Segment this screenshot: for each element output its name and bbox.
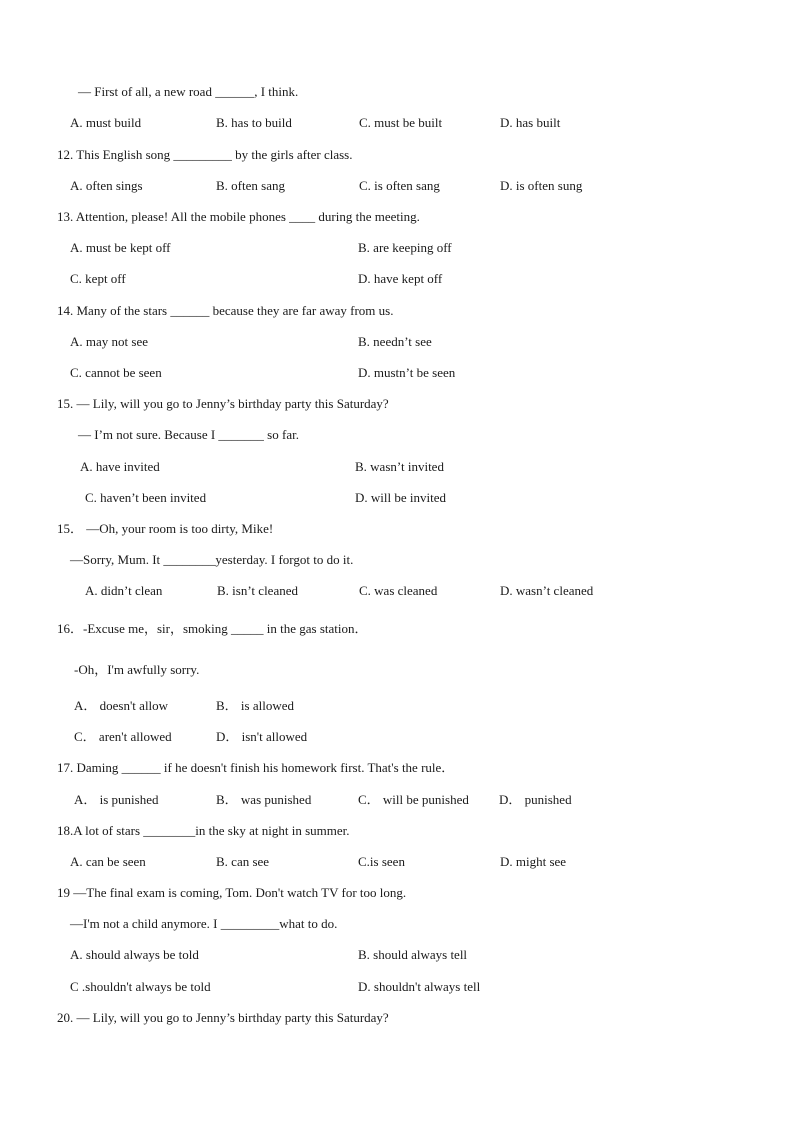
question-13-option-b: B. are keeping off	[358, 240, 452, 255]
question-15a-option-c: C. haven’t been invited	[85, 490, 207, 505]
question-12-option-c: C. is often sang	[359, 178, 440, 193]
question-15a-answer-line: — I’m not sure. Because I _______ so far.	[78, 427, 299, 442]
question-16-answer-line: -Oh，I'm awfully sorry.	[74, 662, 200, 677]
question-15b-option-b: B. isn’t cleaned	[217, 583, 298, 598]
question-17-stem: 17. Daming ______ if he doesn't finish his homework first. That's the rule．	[57, 760, 455, 775]
question-17-option-d: D． punished	[499, 792, 572, 807]
question-17-option-a: A． is punished	[74, 792, 159, 807]
question-18-option-d: D. might see	[500, 854, 567, 869]
question-15b-answer-line: —Sorry, Mum. It ________yesterday. I forgot to do it.	[70, 552, 354, 567]
question-12-option-a: A. often sings	[70, 178, 143, 193]
question-19-option-b: B. should always tell	[358, 947, 468, 962]
question-16-stem: 16．-Excuse me，sir，smoking _____ in the gas station．	[57, 621, 368, 636]
question-11-option-c: C. must be built	[359, 115, 443, 130]
question-19-option-a: A. should always be told	[70, 947, 199, 962]
question-17-option-c: C． will be punished	[358, 792, 469, 807]
question-16-option-d: D． isn't allowed	[216, 729, 308, 744]
question-18-stem: 18.A lot of stars ________in the sky at night in summer.	[57, 823, 350, 838]
question-13-option-a: A. must be kept off	[70, 240, 171, 255]
question-15b-option-d: D. wasn’t cleaned	[500, 583, 594, 598]
question-13-option-d: D. have kept off	[358, 271, 443, 286]
question-11-option-a: A. must build	[70, 115, 142, 130]
question-16-option-b: B． is allowed	[216, 698, 294, 713]
question-19-option-c: C .shouldn't always be told	[70, 979, 211, 994]
question-12-option-b: B. often sang	[216, 178, 285, 193]
question-19-stem: 19 —The final exam is coming, Tom. Don't watch TV for too long.	[57, 885, 407, 900]
question-15a-option-b: B. wasn’t invited	[355, 459, 444, 474]
question-14-option-c: C. cannot be seen	[70, 365, 162, 380]
question-11-option-b: B. has to build	[216, 115, 292, 130]
question-15b-stem: 15． —Oh, your room is too dirty, Mike!	[57, 521, 274, 536]
question-16-option-c: C． aren't allowed	[74, 729, 172, 744]
question-17-option-b: B． was punished	[216, 792, 312, 807]
question-18-option-a: A. can be seen	[70, 854, 146, 869]
question-13-stem: 13. Attention, please! All the mobile phones ____ during the meeting.	[57, 209, 420, 224]
question-15a-option-d: D. will be invited	[355, 490, 446, 505]
question-20-stem: 20. — Lily, will you go to Jenny’s birthday party this Saturday?	[57, 1010, 389, 1025]
question-14-stem: 14. Many of the stars ______ because they are far away from us.	[57, 303, 394, 318]
question-19-answer-line: —I'm not a child anymore. I _________what to do.	[70, 916, 338, 931]
question-15b-option-c: C. was cleaned	[359, 583, 438, 598]
question-15b-option-a: A. didn’t clean	[85, 583, 163, 598]
question-16-option-a: A． doesn't allow	[74, 698, 169, 713]
question-15a-stem: 15. — Lily, will you go to Jenny’s birthday party this Saturday?	[57, 396, 389, 411]
question-11-answer-line: — First of all, a new road ______, I think.	[78, 84, 299, 99]
question-14-option-d: D. mustn’t be seen	[358, 365, 456, 380]
question-18-option-c: C.is seen	[358, 854, 405, 869]
question-11-option-d: D. has built	[500, 115, 561, 130]
question-13-option-c: C. kept off	[70, 271, 126, 286]
question-19-option-d: D. shouldn't always tell	[358, 979, 481, 994]
question-12-stem: 12. This English song _________ by the girls after class.	[57, 147, 353, 162]
question-14-option-b: B. needn’t see	[358, 334, 432, 349]
question-15a-option-a: A. have invited	[80, 459, 160, 474]
question-14-option-a: A. may not see	[70, 334, 148, 349]
question-12-option-d: D. is often sung	[500, 178, 583, 193]
question-18-option-b: B. can see	[216, 854, 270, 869]
